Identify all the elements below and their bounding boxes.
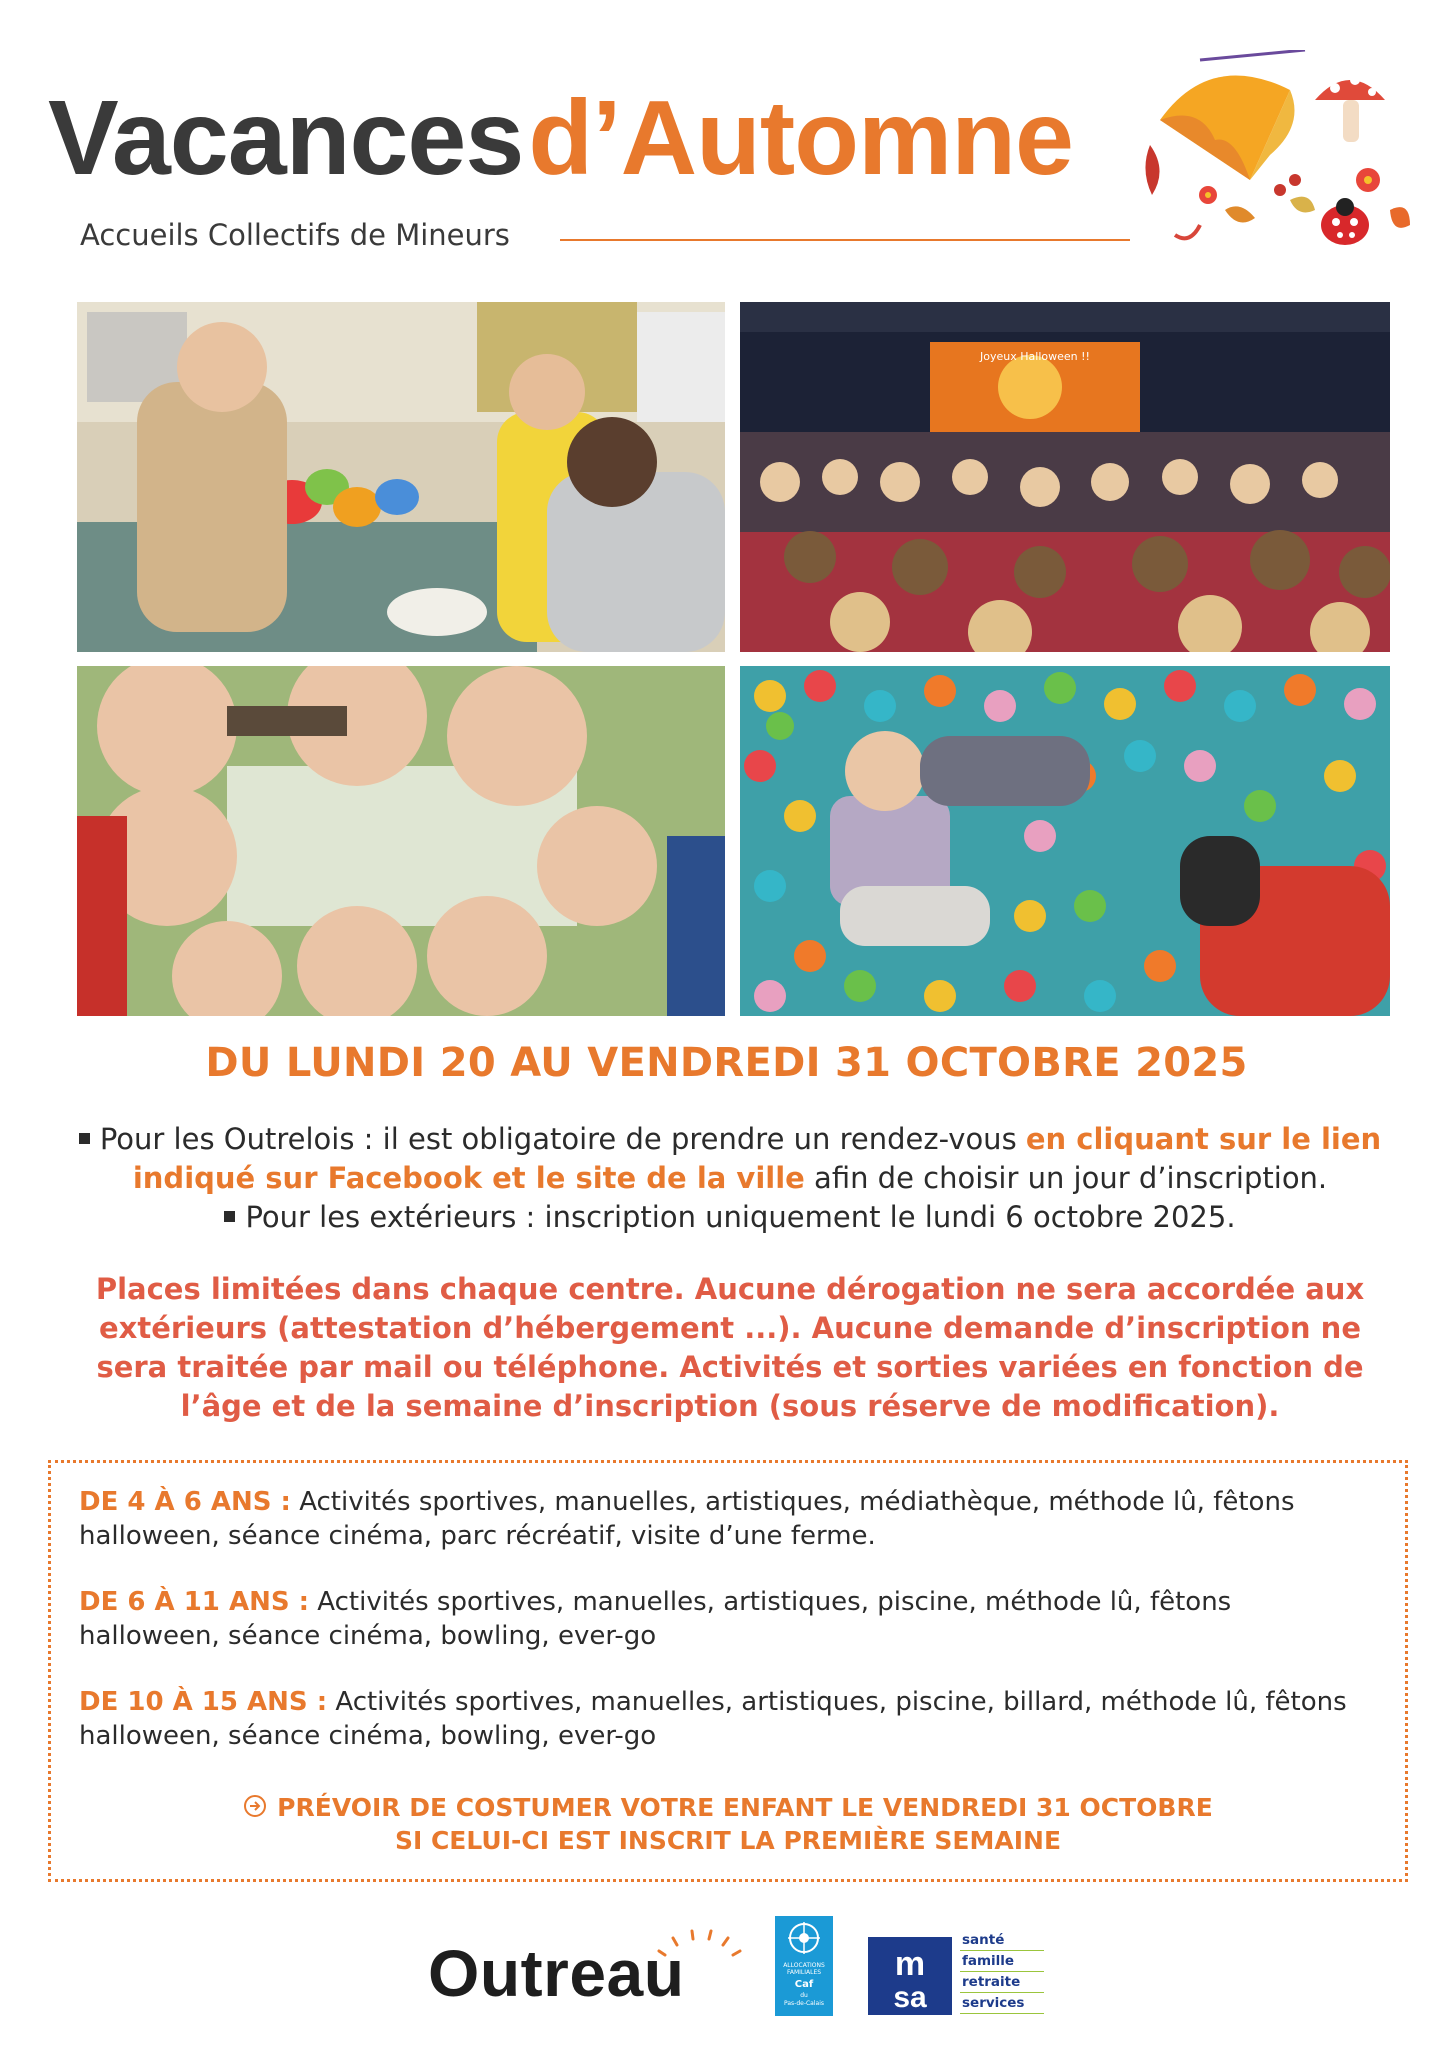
info-line1-start: Pour les Outrelois : il est obligatoire de prendre un rendez-vous — [99, 1122, 1026, 1156]
photo-cinema-halloween — [740, 302, 1390, 652]
subtitle-divider — [560, 239, 1130, 241]
caf-emblem-icon — [784, 1920, 824, 1956]
notice-text: Places limitées dans chaque centre. Aucune dérogation ne sera accordée aux extérieurs (attestation d’hébergement ...). Aucune demande d’inscription ne sera traitée par mail ou téléphone. Activités et sorties variées en fonction de l’âge et de la semaine d’inscription (sous réserve de modification). — [95, 1272, 1365, 1423]
msa-tagline: santé famille retraite services — [960, 1930, 1044, 2014]
age-group-4-6 — [79, 1485, 1379, 1553]
age-groups-box — [48, 1460, 1408, 1882]
mushroom-icon — [1315, 75, 1385, 142]
info-line1-end: afin de choisir un jour d’inscription. — [804, 1161, 1328, 1195]
page-title — [48, 78, 1073, 197]
info-exterieurs — [40, 1198, 1420, 1237]
info-line2: Pour les extérieurs : inscription uniquement le lundi 6 octobre 2025. — [245, 1200, 1236, 1234]
ladybug-icon — [1321, 198, 1369, 245]
arrow-circle-icon — [243, 1794, 267, 1818]
info-outrelois — [40, 1120, 1420, 1198]
autumn-decoration — [1140, 50, 1420, 260]
msa-logo — [868, 1937, 952, 2015]
title-vacances: Vacances — [48, 79, 524, 197]
svg-text:sa: sa — [893, 1981, 927, 2014]
svg-text:m: m — [894, 1945, 926, 1983]
outreau-logo: Outreau — [428, 1936, 685, 2010]
cinema-screen-text: Joyeux Halloween !! — [980, 350, 1090, 363]
costume-note-line1: PRÉVOIR DE COSTUMER VOTRE ENFANT LE VENDREDI 31 OCTOBRE — [51, 1791, 1405, 1824]
photo-ball-pit — [740, 666, 1390, 1016]
age-group-label: DE 4 À 6 ANS : — [79, 1487, 291, 1517]
age-group-6-11 — [79, 1585, 1379, 1653]
registration-info — [40, 1120, 1420, 1237]
age-group-activities: Activités sportives, manuelles, artistiques, piscine, billard, méthode lû, fêtons halloween, séance cinéma, bowling, ever-go — [79, 1687, 1347, 1751]
costume-note-line2: SI CELUI-CI EST INSCRIT LA PREMIÈRE SEMAINE — [394, 1826, 1062, 1855]
title-automne: d’Automne — [528, 79, 1073, 197]
bullet-icon — [79, 1133, 90, 1144]
age-group-label: DE 10 À 15 ANS : — [79, 1687, 328, 1717]
age-group-label: DE 6 À 11 ANS : — [79, 1587, 310, 1617]
dates-banner: DU LUNDI 20 AU VENDREDI 31 OCTOBRE 2025 — [205, 1040, 1248, 1086]
facebook-link-text: en cliquant sur le lien indiqué sur Facebook et le site de la ville — [132, 1122, 1382, 1195]
caf-logo: ALLOCATIONS FAMILIALES Caf du Pas-de-Calais — [775, 1916, 833, 2016]
subtitle: Accueils Collectifs de Mineurs — [80, 218, 510, 252]
age-group-activities: Activités sportives, manuelles, artistiques, médiathèque, méthode lû, fêtons halloween, séance cinéma, parc récréatif, visite d’une ferme. — [79, 1487, 1295, 1551]
costume-note — [51, 1791, 1405, 1857]
photo-crafts-activity — [77, 302, 725, 652]
age-group-activities: Activités sportives, manuelles, artistiques, piscine, méthode lû, fêtons halloween, séance cinéma, bowling, ever-go — [79, 1587, 1232, 1651]
flower-icon — [1199, 168, 1380, 204]
age-group-10-15 — [79, 1685, 1379, 1753]
bullet-icon — [224, 1211, 235, 1222]
photo-group-selfie — [77, 666, 725, 1016]
